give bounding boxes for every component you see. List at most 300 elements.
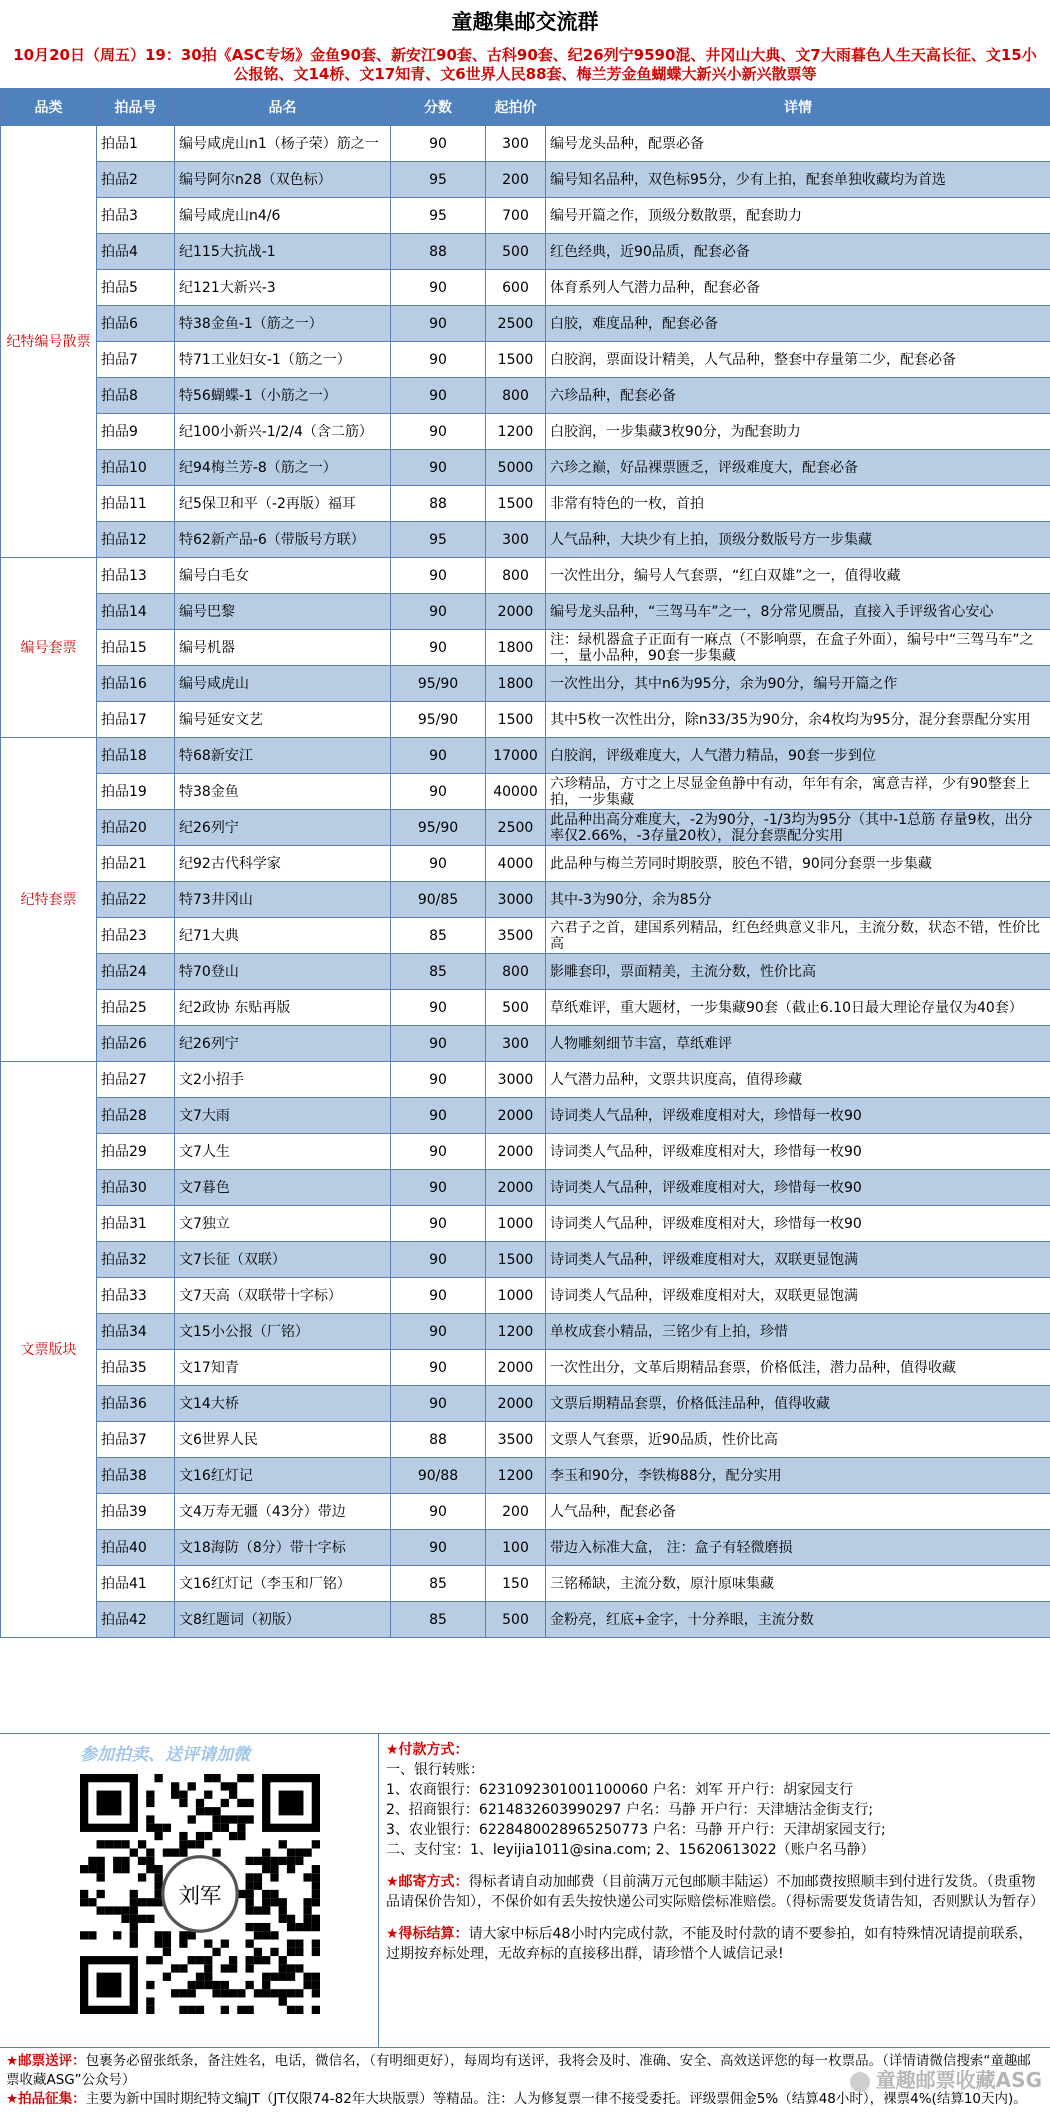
grade-cell: 85 xyxy=(391,918,486,954)
qr-module xyxy=(212,1989,220,1997)
qr-module xyxy=(246,1981,254,1989)
table-header-row xyxy=(1,89,1050,126)
qr-module xyxy=(287,1865,295,1873)
start-price-cell: 150 xyxy=(486,1566,546,1602)
grade-cell: 88 xyxy=(391,486,486,522)
qr-module xyxy=(179,2006,187,2014)
qr-module xyxy=(270,1890,278,1898)
qr-module xyxy=(262,1848,270,1856)
qr-module xyxy=(146,1956,154,1964)
qr-module xyxy=(254,1956,262,1964)
grade-cell: 95/90 xyxy=(391,702,486,738)
table-row xyxy=(1,702,1050,738)
qr-module xyxy=(163,1848,171,1856)
grade-cell: 90 xyxy=(391,1098,486,1134)
table-row xyxy=(1,342,1050,378)
col-header-grade: 分数 xyxy=(391,89,486,126)
detail-cell: 六君子之首，建国系列精品，红色经典意义非凡，主流分数，状态不错，性价比高 xyxy=(546,918,1050,954)
qr-module xyxy=(138,1873,146,1881)
qr-module xyxy=(270,1865,278,1873)
grade-cell: 90 xyxy=(391,270,486,306)
grade-cell: 95 xyxy=(391,162,486,198)
mail-text: 得标者请自动加邮费（目前满万元包邮顺丰陆运）不加邮费按照顺丰到付进行发货。（贵重物品请保价告知），不保价如有丢失按快递公司实际赔偿标准赔偿。（得标需要发货请告知，否则默认为暂存） xyxy=(386,1874,1044,1910)
qr-module xyxy=(146,1898,154,1906)
qr-module xyxy=(97,1906,105,1914)
table-row xyxy=(1,1134,1050,1170)
qr-module xyxy=(196,1973,204,1981)
detail-cell: 人气品种，配套必备 xyxy=(546,1494,1050,1530)
lot-number-cell: 拍品11 xyxy=(97,486,175,522)
qr-module xyxy=(254,1923,262,1931)
qr-module xyxy=(88,1857,96,1865)
qr-module xyxy=(312,1882,320,1890)
col-header-lot-no: 拍品号 xyxy=(97,89,175,126)
lot-number-cell: 拍品32 xyxy=(97,1242,175,1278)
qr-module xyxy=(246,1923,254,1931)
lot-number-cell: 拍品18 xyxy=(97,738,175,774)
detail-cell: 其中5枚一次性出分，除n33/35为90分，余4枚均为95分，混分套票配分实用 xyxy=(546,702,1050,738)
lot-name-cell: 文15小公报（厂铭） xyxy=(175,1314,391,1350)
payment-line: 2、招商银行：6214832603990297 户名：马静 开户行：天津塘沽金街支行; xyxy=(386,1800,1046,1820)
qr-module xyxy=(295,1964,303,1972)
qr-module xyxy=(312,1890,320,1898)
start-price-cell: 2000 xyxy=(486,1386,546,1422)
lot-name-cell: 纪5保卫和平（-2再版）福耳 xyxy=(175,486,391,522)
grade-cell: 90 xyxy=(391,1242,486,1278)
detail-cell: 诗词类人气品种，评级难度相对大，双联更显饱满 xyxy=(546,1278,1050,1314)
qr-module xyxy=(237,1832,245,1840)
qr-module xyxy=(163,1940,171,1948)
qr-module xyxy=(287,1848,295,1856)
lot-name-cell: 纪121大新兴-3 xyxy=(175,270,391,306)
qr-module xyxy=(80,1890,88,1898)
grade-cell: 90 xyxy=(391,1062,486,1098)
qr-module xyxy=(179,1848,187,1856)
lot-name-cell: 纪92古代科学家 xyxy=(175,846,391,882)
qr-module xyxy=(146,1824,154,1832)
table-row xyxy=(1,486,1050,522)
grade-cell: 95 xyxy=(391,198,486,234)
detail-cell: 注：绿机器盒子正面有一麻点（不影响票，在盒子外面），编号中“三驾马车”之一，量小品种，90套一步集藏 xyxy=(546,630,1050,666)
qr-module xyxy=(188,1815,196,1823)
table-row xyxy=(1,990,1050,1026)
lot-number-cell: 拍品14 xyxy=(97,594,175,630)
qr-module xyxy=(188,1989,196,1997)
qr-module xyxy=(221,1815,229,1823)
grade-cell: 88 xyxy=(391,1422,486,1458)
qr-module xyxy=(262,1956,270,1964)
table-row xyxy=(1,1314,1050,1350)
qr-module xyxy=(179,1799,187,1807)
lot-name-cell: 纪26列宁 xyxy=(175,1026,391,1062)
grade-cell: 90 xyxy=(391,378,486,414)
qr-module xyxy=(121,1865,129,1873)
collect-title: ★拍品征集： xyxy=(6,2091,86,2107)
start-price-cell: 500 xyxy=(486,234,546,270)
category-cell: 纪特套票 xyxy=(1,738,97,1062)
grade-cell: 90 xyxy=(391,450,486,486)
start-price-cell: 1800 xyxy=(486,666,546,702)
lot-name-cell: 纪2政协 东贴再版 xyxy=(175,990,391,1026)
grade-cell: 90/88 xyxy=(391,1458,486,1494)
qr-module xyxy=(188,1956,196,1964)
qr-module xyxy=(262,1973,270,1981)
grade-cell: 90 xyxy=(391,1530,486,1566)
qr-module xyxy=(279,1857,287,1865)
wechat-qr-code[interactable] xyxy=(80,1774,320,2014)
qr-module xyxy=(212,1948,220,1956)
start-price-cell: 800 xyxy=(486,558,546,594)
start-price-cell: 500 xyxy=(486,990,546,1026)
qr-module xyxy=(212,1774,220,1782)
grade-cell: 90 xyxy=(391,1494,486,1530)
grade-cell: 90/85 xyxy=(391,882,486,918)
grade-cell: 95/90 xyxy=(391,810,486,846)
qr-module xyxy=(262,1890,270,1898)
grade-cell: 90 xyxy=(391,1278,486,1314)
start-price-cell: 100 xyxy=(486,1530,546,1566)
lot-name-cell: 文16红灯记（李玉和厂铭） xyxy=(175,1566,391,1602)
grade-cell: 90 xyxy=(391,1350,486,1386)
payment-line: 二、支付宝：1、leyijia1011@sina.com; 2、15620613022（账户名马静） xyxy=(386,1840,1046,1860)
qr-module xyxy=(204,1981,212,1989)
grade-cell: 90 xyxy=(391,1206,486,1242)
qr-module xyxy=(270,1898,278,1906)
payment-line: 3、农业银行：6228480028965250773 户名：马静 开户行：天津胡家园支行; xyxy=(386,1820,1046,1840)
table-row xyxy=(1,1602,1050,1638)
qr-module xyxy=(146,1791,154,1799)
qr-module xyxy=(146,1815,154,1823)
qr-module xyxy=(105,1840,113,1848)
qr-module xyxy=(179,1840,187,1848)
qr-module xyxy=(229,1956,237,1964)
start-price-cell: 4000 xyxy=(486,846,546,882)
grade-cell: 90 xyxy=(391,342,486,378)
table-row xyxy=(1,738,1050,774)
start-price-cell: 1200 xyxy=(486,1314,546,1350)
qr-module xyxy=(303,1906,311,1914)
lot-name-cell: 文2小招手 xyxy=(175,1062,391,1098)
detail-cell: 金粉亮，红底+金字，十分养眼，主流分数 xyxy=(546,1602,1050,1638)
qr-module xyxy=(229,1832,237,1840)
qr-module xyxy=(312,1865,320,1873)
qr-module xyxy=(279,1989,287,1997)
qr-module xyxy=(130,1906,138,1914)
grade-cell: 90 xyxy=(391,414,486,450)
qr-module xyxy=(270,1948,278,1956)
table-row xyxy=(1,1278,1050,1314)
qr-module xyxy=(287,1973,295,1981)
qr-module xyxy=(154,1865,162,1873)
qr-module xyxy=(121,1915,129,1923)
qr-module xyxy=(138,1898,146,1906)
qr-module xyxy=(188,1981,196,1989)
table-row xyxy=(1,1566,1050,1602)
qr-module xyxy=(295,2006,303,2014)
qr-module xyxy=(221,1964,229,1972)
grade-cell: 90 xyxy=(391,1134,486,1170)
qr-module xyxy=(262,1857,270,1865)
lot-name-cell: 特73井冈山 xyxy=(175,882,391,918)
start-price-cell: 1500 xyxy=(486,1242,546,1278)
table-row xyxy=(1,1350,1050,1386)
grade-cell: 90 xyxy=(391,1314,486,1350)
lot-number-cell: 拍品38 xyxy=(97,1458,175,1494)
qr-module xyxy=(171,1791,179,1799)
table-row xyxy=(1,846,1050,882)
grade-cell: 90 xyxy=(391,990,486,1026)
settle-text: 请大家中标后48小时内完成付款，不能及时付款的请不要参拍，如有特殊情况请提前联系，过期按弃标处理，无故弃标的直接移出群，请珍惜个人诚信记录! xyxy=(386,1926,1032,1962)
lot-name-cell: 特68新安江 xyxy=(175,738,391,774)
table-row xyxy=(1,1386,1050,1422)
grade-cell: 85 xyxy=(391,1602,486,1638)
qr-module xyxy=(237,1824,245,1832)
qr-module xyxy=(279,1840,287,1848)
qr-module xyxy=(229,1791,237,1799)
qr-module xyxy=(163,1931,171,1939)
lot-name-cell: 文6世界人民 xyxy=(175,1422,391,1458)
lot-number-cell: 拍品41 xyxy=(97,1566,175,1602)
detail-cell: 诗词类人气品种，评级难度相对大，珍惜每一枚90 xyxy=(546,1098,1050,1134)
lot-name-cell: 特38金鱼-1（筋之一） xyxy=(175,306,391,342)
grade-cell: 90 xyxy=(391,846,486,882)
start-price-cell: 3000 xyxy=(486,1062,546,1098)
qr-module xyxy=(254,1948,262,1956)
lot-number-cell: 拍品5 xyxy=(97,270,175,306)
lot-number-cell: 拍品26 xyxy=(97,1026,175,1062)
qr-module xyxy=(221,1940,229,1948)
mail-info xyxy=(386,1872,1046,1912)
start-price-cell: 2000 xyxy=(486,1098,546,1134)
qr-module xyxy=(279,1956,287,1964)
detail-cell: 六珍品种，配套必备 xyxy=(546,378,1050,414)
grade-cell: 90 xyxy=(391,1170,486,1206)
lot-name-cell: 特62新产品-6（带版号方联） xyxy=(175,522,391,558)
qr-module xyxy=(188,1840,196,1848)
table-row xyxy=(1,558,1050,594)
qr-module xyxy=(246,1956,254,1964)
detail-cell: 人物雕刻细节丰富，草纸难评 xyxy=(546,1026,1050,1062)
detail-cell: 六珍之巅，好品裸票匮乏，评级难度大，配套必备 xyxy=(546,450,1050,486)
qr-module xyxy=(221,1782,229,1790)
detail-cell: 此品种出高分难度大，-2为90分，-1/3均为95分（其中-1总筋 存量9枚，出分率仅2.66%，-3存量20枚），混分套票配分实用 xyxy=(546,810,1050,846)
detail-cell: 李玉和90分，李铁梅88分，配分实用 xyxy=(546,1458,1050,1494)
qr-section xyxy=(0,1734,379,2047)
qr-module xyxy=(204,1774,212,1782)
start-price-cell: 300 xyxy=(486,1026,546,1062)
qr-module xyxy=(130,1923,138,1931)
table-row xyxy=(1,630,1050,666)
start-price-cell: 200 xyxy=(486,1494,546,1530)
qr-module xyxy=(97,1857,105,1865)
start-price-cell: 700 xyxy=(486,198,546,234)
detail-cell: 非常有特色的一枚，首拍 xyxy=(546,486,1050,522)
qr-module xyxy=(188,2006,196,2014)
qr-module xyxy=(270,1973,278,1981)
qr-module xyxy=(237,1774,245,1782)
lot-number-cell: 拍品17 xyxy=(97,702,175,738)
lot-name-cell: 编号机器 xyxy=(175,630,391,666)
lot-number-cell: 拍品19 xyxy=(97,774,175,810)
lot-name-cell: 编号咸虎山n1（杨子荣）筋之一 xyxy=(175,126,391,162)
qr-module xyxy=(246,1964,254,1972)
qr-module xyxy=(146,1865,154,1873)
lot-number-cell: 拍品10 xyxy=(97,450,175,486)
qr-module xyxy=(154,1940,162,1948)
lot-number-cell: 拍品40 xyxy=(97,1530,175,1566)
qr-module xyxy=(171,1848,179,1856)
qr-module xyxy=(179,1832,187,1840)
grade-cell: 90 xyxy=(391,1026,486,1062)
detail-cell: 其中-3为90分，余为85分 xyxy=(546,882,1050,918)
qr-module xyxy=(212,1807,220,1815)
mail-title: ★邮寄方式： xyxy=(386,1874,469,1890)
qr-module xyxy=(303,1898,311,1906)
detail-cell: 编号龙头品种，配票必备 xyxy=(546,126,1050,162)
lot-number-cell: 拍品12 xyxy=(97,522,175,558)
grade-cell: 90 xyxy=(391,1386,486,1422)
qr-module xyxy=(113,1857,121,1865)
watermark xyxy=(850,2064,1042,2093)
detail-cell: 文票人气套票，近90品质，性价比高 xyxy=(546,1422,1050,1458)
qr-module xyxy=(113,1865,121,1873)
qr-module xyxy=(312,1989,320,1997)
lot-table xyxy=(0,88,1050,1638)
lot-number-cell: 拍品25 xyxy=(97,990,175,1026)
table-row xyxy=(1,594,1050,630)
detail-cell: 文票后期精品套票，价格低洼品种，值得收藏 xyxy=(546,1386,1050,1422)
lot-number-cell: 拍品31 xyxy=(97,1206,175,1242)
start-price-cell: 2000 xyxy=(486,1350,546,1386)
table-row xyxy=(1,1494,1050,1530)
qr-module xyxy=(262,1898,270,1906)
qr-module xyxy=(154,1873,162,1881)
qr-module xyxy=(130,1890,138,1898)
qr-module xyxy=(204,1964,212,1972)
lot-name-cell: 文16红灯记 xyxy=(175,1458,391,1494)
start-price-cell: 1200 xyxy=(486,1458,546,1494)
grade-cell: 95 xyxy=(391,522,486,558)
qr-module xyxy=(262,1865,270,1873)
table-row xyxy=(1,126,1050,162)
qr-module xyxy=(196,2006,204,2014)
qr-module xyxy=(303,1873,311,1881)
qr-module xyxy=(246,1898,254,1906)
qr-module xyxy=(154,1832,162,1840)
qr-module xyxy=(113,1840,121,1848)
qr-finder xyxy=(279,1791,304,1816)
start-price-cell: 3500 xyxy=(486,918,546,954)
lot-name-cell: 文7长征（双联） xyxy=(175,1242,391,1278)
qr-module xyxy=(287,1940,295,1948)
start-price-cell: 1500 xyxy=(486,702,546,738)
qr-module xyxy=(312,1940,320,1948)
start-price-cell: 1000 xyxy=(486,1206,546,1242)
qr-module xyxy=(138,1915,146,1923)
qr-module xyxy=(295,1948,303,1956)
qr-module xyxy=(262,1931,270,1939)
detail-cell: 诗词类人气品种，评级难度相对大，珍惜每一枚90 xyxy=(546,1206,1050,1242)
lot-name-cell: 编号巴黎 xyxy=(175,594,391,630)
detail-cell: 一次性出分，其中n6为95分，余为90分，编号开篇之作 xyxy=(546,666,1050,702)
table-row xyxy=(1,666,1050,702)
qr-module xyxy=(121,1840,129,1848)
table-row xyxy=(1,378,1050,414)
auction-subtitle: 10月20日（周五）19：30拍《ASC专场》金鱼90套、新安江90套、古科90套、纪26列宁9590混、井冈山大典、文7大雨暮色人生天高长征、文15小公报铭、文14桥、文17知青、文6世界人民88套、梅兰芳金鱼蝴蝶大新兴小新兴散票等 xyxy=(0,44,1050,88)
start-price-cell: 3000 xyxy=(486,882,546,918)
payment-info xyxy=(386,1740,1046,1964)
lot-number-cell: 拍品23 xyxy=(97,918,175,954)
qr-module xyxy=(196,1981,204,1989)
qr-module xyxy=(146,1915,154,1923)
lot-table-body xyxy=(1,126,1050,1638)
qr-module xyxy=(221,1981,229,1989)
qr-module xyxy=(97,1890,105,1898)
qr-module xyxy=(146,1857,154,1865)
qr-module xyxy=(179,1940,187,1948)
lot-name-cell: 纪115大抗战-1 xyxy=(175,234,391,270)
qr-module xyxy=(254,1882,262,1890)
table-row xyxy=(1,774,1050,810)
qr-module xyxy=(287,1948,295,1956)
lot-name-cell: 纪94梅兰芳-8（筋之一） xyxy=(175,450,391,486)
table-row xyxy=(1,234,1050,270)
col-header-detail: 详情 xyxy=(546,89,1050,126)
footer xyxy=(0,1733,1050,2105)
qr-module xyxy=(212,1981,220,1989)
detail-cell: 编号开篇之作，顶级分数散票，配套助力 xyxy=(546,198,1050,234)
lot-number-cell: 拍品29 xyxy=(97,1134,175,1170)
lot-name-cell: 纪71大典 xyxy=(175,918,391,954)
lot-name-cell: 文7人生 xyxy=(175,1134,391,1170)
qr-module xyxy=(221,1799,229,1807)
table-row xyxy=(1,1062,1050,1098)
qr-module xyxy=(146,1981,154,1989)
table-row xyxy=(1,522,1050,558)
qr-module xyxy=(88,1898,96,1906)
qr-module xyxy=(88,1865,96,1873)
table-row xyxy=(1,1206,1050,1242)
qr-module xyxy=(237,1799,245,1807)
lot-number-cell: 拍品39 xyxy=(97,1494,175,1530)
qr-module xyxy=(237,1815,245,1823)
qr-module xyxy=(204,1956,212,1964)
start-price-cell: 300 xyxy=(486,126,546,162)
lot-number-cell: 拍品3 xyxy=(97,198,175,234)
qr-module xyxy=(312,1923,320,1931)
qr-module xyxy=(196,1799,204,1807)
qr-module xyxy=(105,1906,113,1914)
start-price-cell: 5000 xyxy=(486,450,546,486)
qr-module xyxy=(246,1940,254,1948)
lot-number-cell: 拍品35 xyxy=(97,1350,175,1386)
qr-module xyxy=(221,1824,229,1832)
detail-cell: 带边入标准大盒， 注：盒子有轻微磨损 xyxy=(546,1530,1050,1566)
qr-module xyxy=(130,1915,138,1923)
qr-module xyxy=(196,1840,204,1848)
start-price-cell: 1200 xyxy=(486,414,546,450)
qr-module xyxy=(270,1857,278,1865)
qr-module xyxy=(196,1956,204,1964)
qr-module xyxy=(303,1923,311,1931)
lot-name-cell: 特70登山 xyxy=(175,954,391,990)
qr-module xyxy=(188,1782,196,1790)
qr-module xyxy=(303,1848,311,1856)
detail-cell: 编号知名品种，双色标95分，少有上拍，配套单独收藏均为首选 xyxy=(546,162,1050,198)
table-row xyxy=(1,1242,1050,1278)
qr-module xyxy=(97,1840,105,1848)
qr-module xyxy=(295,1857,303,1865)
